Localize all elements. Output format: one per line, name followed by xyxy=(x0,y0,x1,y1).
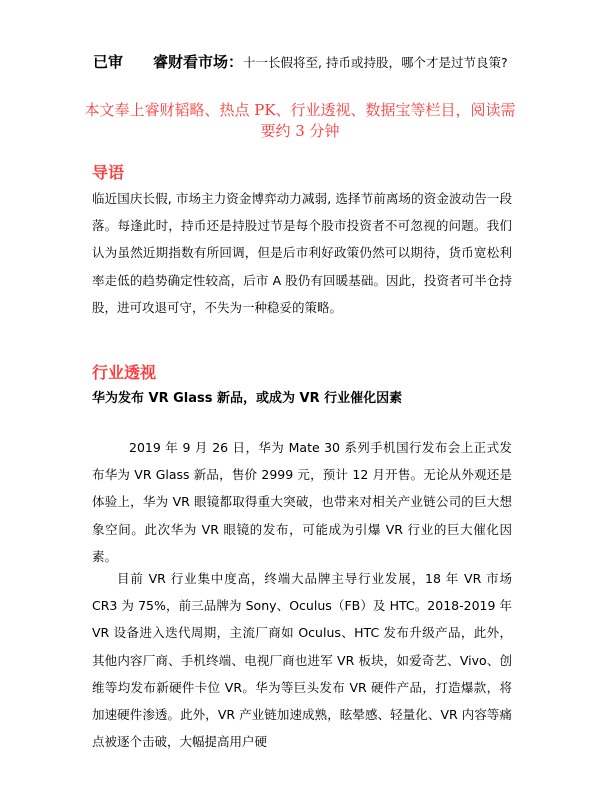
section-heading-intro: 导语 xyxy=(92,163,125,182)
intro-paragraph: 临近国庆长假, 市场主力资金博弈动力减弱, 选择节前离场的资金波动告一段落。每逢此时，持币还是持股过节是每个股市投资者不可忽视的问题。我们认为虽然近期指数有所回调，但是后市利好政策仍然可以期待，货币宽松利率走低的趋势确定性较高，后市 A 股仍有回暖基础。因此，投资者可半仓持股，进可攻退可守，不失为一种稳妥的策略。 xyxy=(92,191,512,315)
column-title: 睿财看市场： xyxy=(153,53,244,71)
section-heading-industry: 行业透视 xyxy=(92,363,157,382)
review-status: 已审 xyxy=(93,53,124,71)
industry-subheading: 华为发布 VR Glass 新品，或成为 VR 行业催化因素 xyxy=(92,391,403,406)
industry-paragraph-1: 2019 年 9 月 26 日，华为 Mate 30 系列手机国行发布会上正式发布华为 VR Glass 新品，售价 2999 元，预计 12 月开售。无论从外观还是体验上，华为 VR 眼镜都取得重大突破，也带来对相关产业链公司的巨大想象空间。此次华为 VR 眼镜的发布，可能成为引爆 VR 行业的巨大催化因素。 xyxy=(92,440,512,564)
industry-paragraph-2: 目前 VR 行业集中度高，终端大品牌主导行业发展，18 年 VR 市场 CR3 为 75%，前三品牌为 Sony、Oculus（FB）及 HTC。2018-2019 年 VR 设备进入迭代周期，主流厂商如 Oculus、HTC 发布升级产品，此外，其他内容厂商、手机终端、电视厂商也进军 VR 板块，如爱奇艺、Vivo、创维等均发布新硬件卡位 VR。华为等巨头发布 VR 硬件产品，打造爆款，将加速硬件渗透。此外，VR 产业链加速成熟，眩晕感、轻量化、VR 内容等痛点被逐个击破，大幅提高用户硬 xyxy=(92,571,512,750)
intro-note: 本文奉上睿财韬略、热点 PK、行业透视、数据宝等栏目，阅读需要约 3 分钟 xyxy=(84,101,516,140)
header-line xyxy=(93,52,563,74)
article-headline: 十一长假将至, 持币或持股，哪个才是过节良策? xyxy=(243,55,508,70)
